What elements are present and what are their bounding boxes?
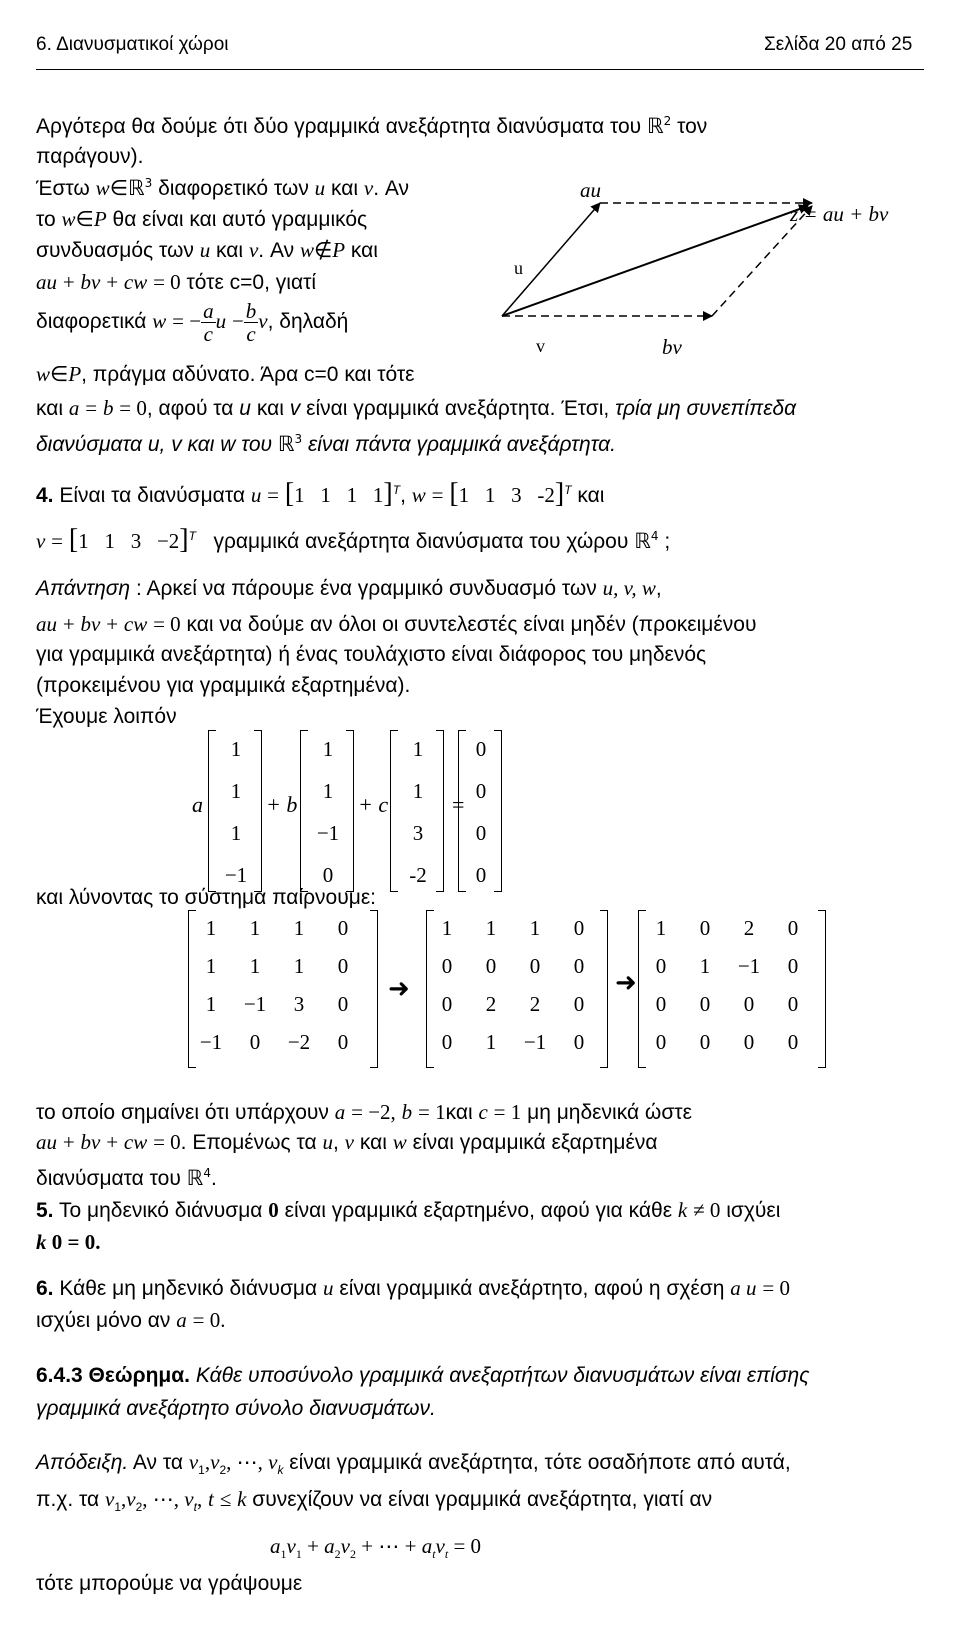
arrow-icon: ➜ [388, 974, 410, 1003]
matrix-cell: 0 [337, 954, 349, 978]
proof-line-1: Απόδειξη. Αν τα $v_1,v_2$, ⋯, $v_k$ είναι γραμμικά ανεξάρτητα, τότε οσαδήποτε από αυτά, [36, 1450, 791, 1478]
parallelogram-diagram [490, 170, 920, 350]
matrix-cell: −1 [523, 1030, 547, 1054]
answer-line-7: το οποίο σημαίνει ότι υπάρχουν a = −2, b = 1και c = 1 μη μηδενικά ώστε [36, 1100, 692, 1124]
matrix-cell: 1 [249, 954, 261, 978]
matrix-cell: 0 [441, 954, 453, 978]
coef-a: a [192, 792, 203, 817]
intro-line-6: au + bv + cw = 0 τότε c=0, γιατί [36, 270, 317, 294]
matrix-cell: 0 [655, 1030, 667, 1054]
label-au: au [580, 178, 601, 202]
label-bv: bv [662, 335, 682, 359]
matrix-3-bracket [818, 910, 826, 1068]
answer-line-4: (προκειμένου για γραμμικά εξαρτημένα). [36, 674, 411, 697]
matrix-cell: 0 [529, 954, 541, 978]
matrix-cell: −1 [737, 954, 761, 978]
intro-line-9: και a = b = 0, αφού τα u και v είναι γραμμικά ανεξάρτητα. Έτσι, τρία μη συνεπίπεδα [36, 396, 797, 420]
item6-line-1: 6. Κάθε μη μηδενικό διάνυσμα u είναι γραμμικά ανεξάρτητο, αφού η σχέση a u = 0 [36, 1276, 790, 1300]
intro-line-3: Έστω w∈ℝ$^3$ διαφορετικό των u και v. Αν [36, 176, 410, 200]
header-chapter: 6. Διανυσματικοί χώροι [36, 34, 229, 55]
matrix-cell: 0 [787, 992, 799, 1016]
label-v: v [536, 336, 545, 356]
matrix-cell: 0 [573, 916, 585, 940]
matrix-cell: 1 [249, 916, 261, 940]
matrix-cell: 0 [743, 992, 755, 1016]
item5-line-2: k 0 = 0. [36, 1230, 101, 1254]
item4-line-2: v = [1 1 3 −2]$^T$ γραμμικά ανεξάρτητα διανύσματα του χώρου ℝ$^4$ ; [36, 524, 671, 555]
matrix-cell: 0 [441, 1030, 453, 1054]
matrix-cell: 1 [699, 954, 711, 978]
bracket [208, 730, 216, 892]
answer-line-9: διανύσματα του ℝ$^4$. [36, 1166, 217, 1190]
matrix-cell: 2 [529, 992, 541, 1016]
matrix-cell: 1 [205, 916, 217, 940]
item5-line-1: 5. Το μηδενικό διάνυσμα 0 είναι γραμμικά εξαρτημένο, αφού για κάθε k ≠ 0 ισχύει [36, 1198, 781, 1222]
matrix-cell: 0 [485, 954, 497, 978]
matrix-cell: 0 [573, 954, 585, 978]
intro-line-5: συνδυασμός των u και v. Αν w∉P και [36, 238, 378, 262]
intro-line-4: το w∈P θα είναι και αυτό γραμμικός [36, 207, 368, 231]
matrix-cell: 3 [293, 992, 305, 1016]
matrix-cell: 1 [293, 954, 305, 978]
matrix-1-bracket [370, 910, 378, 1068]
matrix-3-bracket [638, 910, 646, 1068]
intro-text: Αργότερα θα δούμε ότι δύο γραμμικά ανεξάρτητα διανύσματα του [36, 115, 642, 138]
proof-line-3: τότε μπορούμε να γράψουμε [36, 1572, 303, 1595]
label-u: u [514, 258, 523, 278]
matrix-cell: 1 [293, 916, 305, 940]
matrix-cell: 1 [529, 916, 541, 940]
column-a: 1 1 1 −1 [224, 737, 248, 887]
bracket [300, 730, 308, 892]
label-z: z = au + bv [790, 202, 889, 226]
matrix-cell: 0 [655, 954, 667, 978]
matrix-cell: 2 [485, 992, 497, 1016]
bracket [346, 730, 354, 892]
arrow-icon: ➜ [615, 968, 637, 997]
matrix-cell: 1 [205, 954, 217, 978]
item6-line-2: ισχύει μόνο αν a = 0. [36, 1308, 226, 1332]
answer-line-6: και λύνοντας το σύστημα παίρνουμε: [36, 886, 377, 909]
intro-line-2: παράγουν). [36, 145, 144, 168]
answer-line-5: Έχουμε λοιπόν [36, 705, 177, 728]
matrix-cell: −1 [199, 1030, 223, 1054]
matrix-cell: 0 [337, 916, 349, 940]
coef-c: + c [358, 792, 389, 817]
header-page-number: Σελίδα 20 από 25 [764, 34, 913, 55]
answer-line-3: για γραμμικά ανεξάρτητα) ή ένας τουλάχιστο είναι διάφορος του μηδενός [36, 643, 707, 666]
matrix-cell: 0 [787, 954, 799, 978]
item4-line-1: 4. Είναι τα διανύσματα u = [1 1 1 1]$^T$, w = [1 1 3 -2]$^T$ και [36, 478, 605, 509]
matrix-cell: 1 [655, 916, 667, 940]
bracket [458, 730, 466, 892]
bracket [390, 730, 398, 892]
r2-symbol: ℝ$^2$ [647, 114, 672, 138]
matrix-cell: 0 [787, 916, 799, 940]
answer-line-1: Απάντηση : Αρκεί να πάρουμε ένα γραμμικό συνδυασμό των u, v, w, [36, 576, 662, 600]
matrix-cell: 0 [699, 1030, 711, 1054]
bracket [436, 730, 444, 892]
theorem-line-1: 6.4.3 Θεώρημα. Κάθε υποσύνολο γραμμικά ανεξαρτήτων διανυσμάτων είναι επίσης [36, 1364, 810, 1387]
answer-line-2: au + bv + cw = 0 και να δούμε αν όλοι οι συντελεστές είναι μηδέν (προκειμένου [36, 612, 757, 636]
matrix-cell: 0 [573, 992, 585, 1016]
column-c: 1 1 3 -2 [409, 737, 427, 887]
equals-sign: = [452, 792, 465, 817]
vector-z-arrow [502, 206, 808, 316]
answer-line-8: au + bv + cw = 0. Επομένως τα u, v και w είναι γραμμικά εξαρτημένα [36, 1130, 658, 1154]
coef-b: + b [266, 792, 298, 817]
matrix-cell: 1 [485, 916, 497, 940]
matrix-2-bracket [600, 910, 608, 1068]
header-rule [36, 69, 924, 70]
matrix-cell: 1 [205, 992, 217, 1016]
bracket [254, 730, 262, 892]
proof-line-2: π.χ. τα $v_1,v_2$, ⋯, $v_t$, t ≤ k συνεχίζουν να είναι γραμμικά ανεξάρτητα, γιατί αν [36, 1487, 713, 1515]
matrix-cell: 2 [743, 916, 755, 940]
matrix-cell: 0 [787, 1030, 799, 1054]
matrix-cell: 0 [655, 992, 667, 1016]
matrix-cell: −1 [243, 992, 267, 1016]
matrix-cell: 1 [441, 916, 453, 940]
intro-line-8: w∈P, πράγμα αδύνατο. Άρα c=0 και τότε [36, 362, 415, 386]
intro-text-end: τον [677, 115, 708, 138]
matrix-cell: 0 [249, 1030, 261, 1054]
matrix-cell: 0 [337, 1030, 349, 1054]
proof-equation: $a_1v_1 + a_2v_2$ + ⋯ + $a_tv_t = 0$ [270, 1534, 482, 1562]
column-zero: 0 0 0 0 [475, 737, 487, 887]
matrix-cell: 0 [573, 1030, 585, 1054]
matrix-cell: −2 [287, 1030, 311, 1054]
matrix-cell: 0 [337, 992, 349, 1016]
matrix-cell: 0 [743, 1030, 755, 1054]
matrix-1-bracket [188, 910, 196, 1068]
matrix-cell: 0 [699, 916, 711, 940]
intro-line-7: διαφορετικά w = − $\frac{a}{c}$ u − $\frac{b}{c}$ v, δηλαδή [36, 299, 349, 346]
matrix-cell: 0 [441, 992, 453, 1016]
matrix-cell: 0 [699, 992, 711, 1016]
intro-line-10: διανύσματα u, v και w του ℝ$^3$ είναι πάντα γραμμικά ανεξάρτητα. [36, 432, 616, 456]
bracket [494, 730, 502, 892]
matrix-cell: 1 [485, 1030, 497, 1054]
theorem-line-2: γραμμικά ανεξάρτητο σύνολο διανυσμάτων. [36, 1397, 436, 1420]
column-b: 1 1 −1 0 [316, 737, 340, 887]
intro-line-1 [36, 114, 707, 139]
